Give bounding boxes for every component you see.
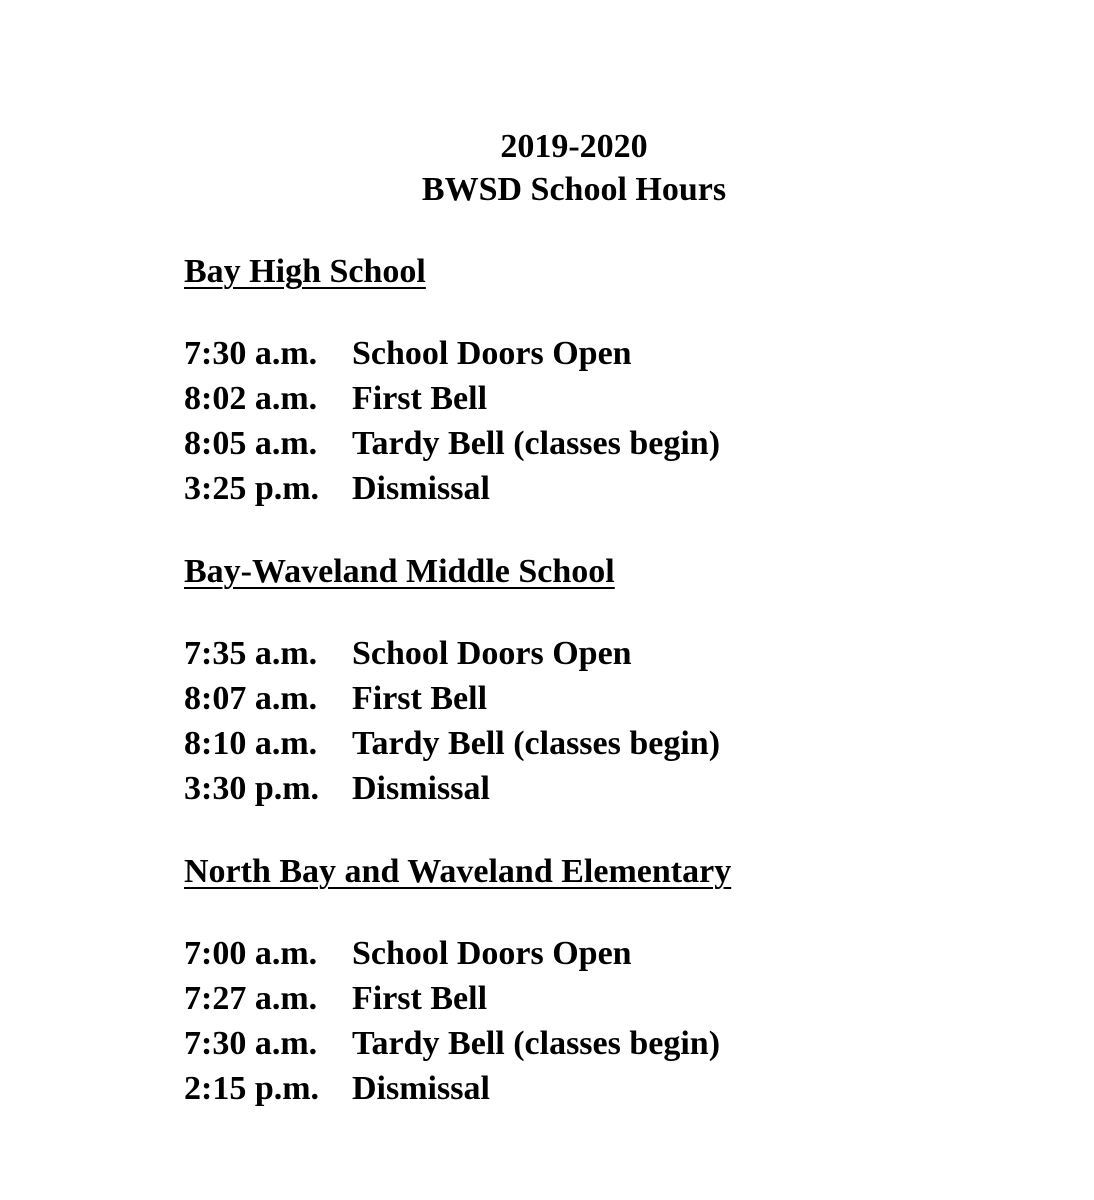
schedule-entry [184,976,720,1021]
section-heading-middle-school: Bay-Waveland Middle School [184,553,615,590]
document-title: BWSD School Hours [421,171,727,208]
schedule-entry [184,676,720,721]
entry-time: 8:05 a.m. [184,425,318,462]
section-heading-high-school: Bay High School [184,253,426,290]
entry-event: Tardy Bell (classes begin) [352,1025,721,1062]
entry-event: Dismissal [352,470,490,507]
entry-event: School Doors Open [352,335,632,372]
entry-time: 7:30 a.m. [184,1025,318,1062]
schedule-entry [184,466,720,511]
schedule-entry [184,331,720,376]
entry-time: 8:07 a.m. [184,680,318,717]
entry-time: 3:25 p.m. [184,470,320,507]
schedule-entry [184,421,720,466]
document-year: 2019-2020 [500,128,648,165]
entry-event: First Bell [352,380,488,417]
entry-time: 7:00 a.m. [184,935,318,972]
entry-time: 2:15 p.m. [184,1070,320,1107]
schedule-entry [184,1021,720,1066]
schedule-entry [184,766,720,811]
entry-event: School Doors Open [352,635,632,672]
section-heading-elementary: North Bay and Waveland Elementary [184,853,732,890]
schedule-entry [184,721,720,766]
entry-time: 3:30 p.m. [184,770,320,807]
schedule-middle-school [184,631,720,811]
entry-time: 7:35 a.m. [184,635,318,672]
entry-time: 7:27 a.m. [184,980,318,1017]
entry-event: Dismissal [352,770,490,807]
entry-event: First Bell [352,680,488,717]
schedule-entry [184,631,720,676]
schedule-entry [184,376,720,421]
schedule-high-school [184,331,720,511]
schedule-entry [184,931,720,976]
schedule-entry [184,1066,720,1111]
entry-time: 8:02 a.m. [184,380,318,417]
entry-event: Tardy Bell (classes begin) [352,425,721,462]
schedule-elementary [184,931,720,1111]
entry-event: Dismissal [352,1070,490,1107]
entry-event: School Doors Open [352,935,632,972]
entry-event: First Bell [352,980,488,1017]
entry-event: Tardy Bell (classes begin) [352,725,721,762]
entry-time: 7:30 a.m. [184,335,318,372]
entry-time: 8:10 a.m. [184,725,318,762]
